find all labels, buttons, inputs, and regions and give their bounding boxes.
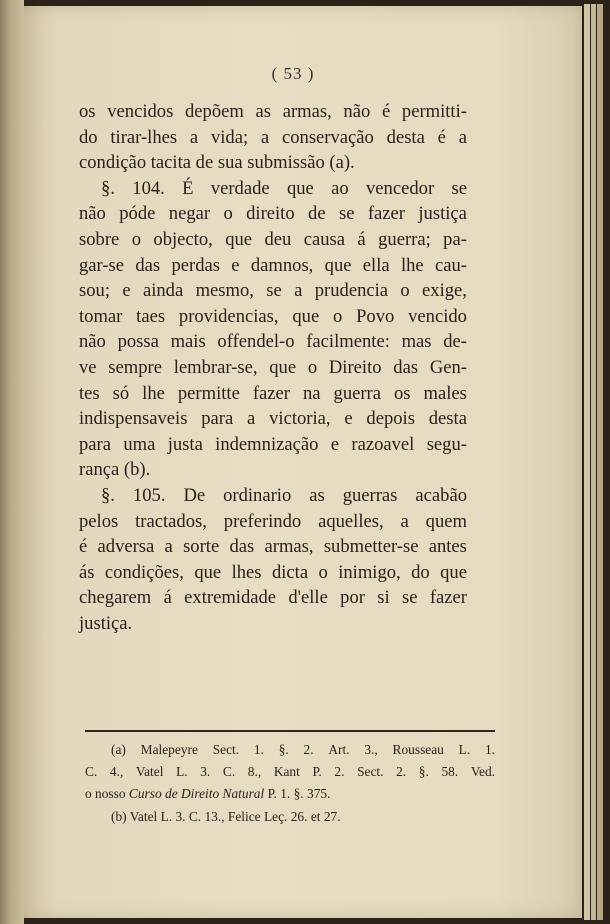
page-number: ( 53 ) [271,64,315,83]
footnote-text: o nosso [85,786,126,802]
text-line: rança (b). [79,459,151,481]
footnote-text: P. 1. §. 375. [267,786,331,802]
footnotes [85,739,495,828]
text-line: ve sempre lembrar-se, que o Direito das Gen- [79,356,467,378]
text-line: condição tacita de sua submissão (a). [79,152,355,174]
book-page [24,6,582,918]
text-line: chegarem á extremidade d'elle por si se fazer [79,587,467,609]
text-line: sobre o objecto, que deu causa á guerra; pa- [79,228,467,250]
footnote-a-continued: C. 4., Vatel L. 3. C. 8., Kant P. 2. Sect. 2. §. 58. Ved. [85,764,495,780]
footnote-book-title: Curso de Direito Natural [128,786,265,802]
footnote-a-continued [85,783,495,805]
text-line: justiça. [79,612,133,634]
text-line: do tirar-lhes a vida; a conservação desta é a [79,126,467,148]
text-line: tes só lhe permitte fazer na guerra os males [79,382,467,404]
page-edge [584,4,590,920]
text-line: não possa mais offendel-o facilmente: mas de- [79,331,467,353]
body-text [79,99,467,636]
text-line: para uma justa indemnização e razoavel segu- [79,433,467,455]
footnote-a: (a) Malepeyre Sect. 1. §. 2. Art. 3., Rousseau L. 1. [111,742,495,757]
text-line: sou; e ainda mesmo, se a prudencia o exige, [79,280,467,302]
text-line: não póde negar o direito de se fazer justiça [79,203,467,225]
text-line: os vencidos depõem as armas, não é permitti- [79,101,467,122]
text-line: §. 105. De ordinario as guerras acabão [101,484,467,506]
text-line: é adversa a sorte das armas, submetter-se antes [79,536,467,558]
page-edge [597,4,603,920]
text-line: tomar taes providencias, que o Povo vencido [79,305,467,327]
text-line: indispensaveis para a victoria, e depois desta [79,408,467,430]
text-line: pelos tractados, preferindo aquelles, a quem [79,510,467,532]
text-line: gar-se das perdas e damnos, que ella lhe cau- [79,254,467,276]
page-edge [591,4,596,920]
footnote-rule [85,730,495,732]
text-line: §. 104. É verdade que ao vencedor se [101,177,467,199]
facing-page-edge [0,0,24,924]
footnote-b: (b) Vatel L. 3. C. 13., Felice Leç. 26. et 27. [111,808,341,824]
text-line: ás condições, que lhes dicta o inimigo, do que [79,561,467,583]
